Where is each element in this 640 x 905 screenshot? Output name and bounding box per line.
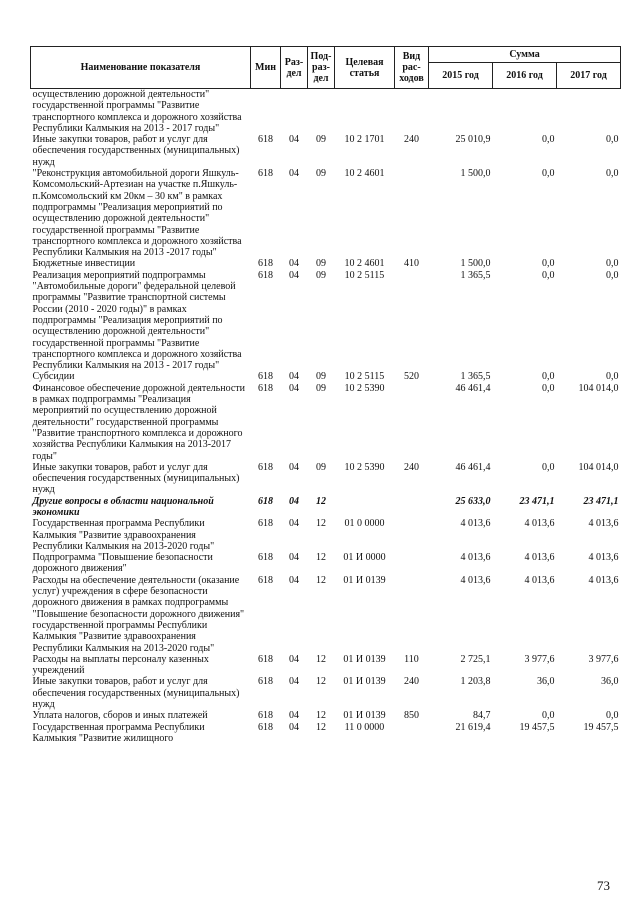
row-sum-2015: 4 013,6 (460, 552, 491, 564)
row-tselevaya-statya: 01 И 0139 (343, 676, 386, 688)
row-razdel: 04 (289, 710, 299, 722)
row-sum-2017: 4 013,6 (588, 574, 619, 586)
row-podrazdel: 09 (316, 461, 326, 473)
row-podrazdel: 12 (316, 518, 326, 530)
row-min: 618 (258, 721, 273, 733)
row-name: Иные закупки товаров, работ и услуг для обеспечения государственных (муниципальных) нужд (32, 134, 240, 168)
row-podrazdel: 12 (316, 653, 326, 665)
row-sum-2015: 1 500,0 (460, 168, 491, 180)
row-name: Субсидии (32, 371, 75, 383)
row-sum-2016: 4 013,6 (524, 518, 555, 530)
row-vid-rashodov: 850 (404, 710, 419, 722)
row-podrazdel: 12 (316, 574, 326, 586)
row-tselevaya-statya: 10 2 5390 (344, 382, 385, 394)
row-min: 618 (258, 461, 273, 473)
row-sum-2017: 3 977,6 (588, 653, 619, 665)
header-vid-rashodov: Вид рас- ходов (395, 47, 429, 89)
row-min: 618 (258, 382, 273, 394)
row-podrazdel: 09 (316, 134, 326, 146)
row-razdel: 04 (289, 269, 299, 281)
header-name: Наименование показателя (31, 47, 251, 89)
row-tselevaya-statya: 10 2 5115 (344, 371, 385, 383)
row-tselevaya-statya: 10 2 5115 (344, 269, 385, 281)
row-sum-2017: 4 013,6 (588, 518, 619, 530)
table-row (31, 383, 621, 462)
row-razdel: 04 (289, 552, 299, 564)
row-razdel: 04 (289, 653, 299, 665)
row-podrazdel: 09 (316, 168, 326, 180)
row-razdel: 04 (289, 461, 299, 473)
row-vid-rashodov: 240 (404, 676, 419, 688)
row-vid-rashodov (395, 383, 429, 462)
row-vid-rashodov (395, 722, 429, 745)
row-sum-2016: 0,0 (542, 168, 555, 180)
row-vid-rashodov: 410 (404, 258, 419, 270)
row-vid-rashodov (395, 270, 429, 372)
row-min: 618 (258, 371, 273, 383)
row-name: Бюджетные инвестиции (32, 258, 136, 270)
row-min: 618 (258, 168, 273, 180)
table-header (31, 47, 621, 89)
row-podrazdel: 12 (316, 495, 326, 507)
row-podrazdel: 09 (316, 258, 326, 270)
row-sum-2016: 0,0 (542, 371, 555, 383)
row-sum-2015: 25 010,9 (455, 134, 491, 146)
table-row (31, 575, 621, 654)
table-row (31, 168, 621, 258)
row-tselevaya-statya: 10 2 4601 (344, 258, 385, 270)
row-min: 618 (258, 574, 273, 586)
row-min (251, 89, 281, 135)
row-tselevaya-statya: 01 И 0139 (343, 710, 386, 722)
row-vid-rashodov (395, 575, 429, 654)
row-sum-2017: 23 471,1 (583, 495, 619, 507)
row-sum-2015 (429, 89, 493, 135)
row-podrazdel: 12 (316, 721, 326, 733)
row-sum-2016: 0,0 (542, 258, 555, 270)
row-sum-2017: 19 457,5 (583, 721, 619, 733)
row-sum-2017: 104 014,0 (578, 461, 619, 473)
row-sum-2015: 46 461,4 (455, 382, 491, 394)
row-vid-rashodov (395, 89, 429, 135)
row-tselevaya-statya: 10 2 1701 (344, 134, 385, 146)
row-razdel: 04 (289, 371, 299, 383)
row-sum-2017: 0,0 (606, 371, 619, 383)
row-sum-2017 (557, 89, 621, 135)
row-sum-2016: 0,0 (542, 134, 555, 146)
row-sum-2016: 0,0 (542, 461, 555, 473)
row-vid-rashodov: 240 (404, 134, 419, 146)
row-min: 618 (258, 518, 273, 530)
row-name: Расходы на обеспечение деятельности (оказание услуг) учреждения в сфере безопасности дорожного движения в рамках подпрограммы "Повышение безопасности дорожного движения" государственной программы Республики Калмыкия "Развитие здравоохранения Республики Калмыкия на 2013-2020 годы" (32, 574, 245, 654)
row-tselevaya-statya: 10 2 5390 (344, 461, 385, 473)
header-min: Мин (251, 47, 281, 89)
row-min: 618 (258, 269, 273, 281)
row-sum-2016: 36,0 (537, 676, 555, 688)
row-tselevaya-statya: 01 И 0000 (343, 552, 386, 564)
row-sum-2017: 104 014,0 (578, 382, 619, 394)
row-name: "Реконструкция автомобильной дороги Яшкуль-Комсомольский-Артезиан на участке п.Яшкуль-п.Комсомольский км 20км – 30 км" в рамках подпрограммы "Реализация мероприятий по осуществлению дорожной деятельности" государственной программы "Развитие транспортного комплекса и дорожного хозяйства Республики Калмыкия на 2013 -2017 годы" (32, 168, 242, 259)
row-sum-2015: 25 633,0 (455, 495, 491, 507)
row-min: 618 (258, 653, 273, 665)
row-min: 618 (258, 495, 273, 507)
row-sum-2016: 0,0 (542, 710, 555, 722)
row-podrazdel: 09 (316, 371, 326, 383)
row-sum-2015: 1 203,8 (460, 676, 491, 688)
row-vid-rashodov (395, 496, 429, 519)
row-razdel: 04 (289, 518, 299, 530)
row-vid-rashodov (395, 518, 429, 552)
table-row (31, 552, 621, 575)
row-sum-2016: 0,0 (542, 382, 555, 394)
row-name: Расходы на выплаты персоналу казенных учреждений (32, 653, 209, 677)
header-2016: 2016 год (493, 63, 557, 89)
row-razdel: 04 (289, 258, 299, 270)
row-sum-2015: 1 365,5 (460, 371, 491, 383)
row-name: осуществлению дорожной деятельности" государственной программы "Развитие транспортного комплекса и дорожного хозяйства Республики Калмыкия на 2013 - 2017 годы" (32, 89, 242, 134)
row-razdel: 04 (289, 382, 299, 394)
row-sum-2015: 1 365,5 (460, 269, 491, 281)
row-sum-2015: 46 461,4 (455, 461, 491, 473)
row-name: Иные закупки товаров, работ и услуг для обеспечения государственных (муниципальных) нужд (32, 676, 240, 711)
row-name: Реализация мероприятий подпрограммы "Автомобильные дороги" федеральной целевой программы "Развитие транспортной системы России (2010 - 2020 годы)" в рамках подпрограммы "Реализация мероприятий по осуществлению дорожной деятельности" государственной программы "Развитие транспортного комплекса и дорожного хозяйства Республики Калмыкия на 2013 - 2017 годы" (32, 269, 242, 372)
row-name: Подпрограмма "Повышение безопасности дорожного движения" (32, 552, 213, 575)
row-sum-2016: 4 013,6 (524, 552, 555, 564)
row-min: 618 (258, 258, 273, 270)
budget-table (30, 46, 621, 744)
row-sum-2015: 1 500,0 (460, 258, 491, 270)
table-row (31, 462, 621, 496)
row-sum-2015: 4 013,6 (460, 518, 491, 530)
row-podrazdel: 12 (316, 676, 326, 688)
header-2015: 2015 год (429, 63, 493, 89)
row-tselevaya-statya: 01 И 0139 (343, 653, 386, 665)
row-sum-2016: 4 013,6 (524, 574, 555, 586)
row-razdel: 04 (289, 495, 299, 507)
table-row (31, 518, 621, 552)
header-summa: Сумма (429, 47, 621, 63)
page-number: 73 (597, 878, 610, 893)
row-vid-rashodov (395, 552, 429, 575)
row-sum-2015: 84,7 (473, 710, 491, 722)
row-sum-2016: 3 977,6 (524, 653, 555, 665)
row-tselevaya-statya: 11 0 0000 (344, 721, 385, 733)
table-row (31, 89, 621, 135)
row-sum-2015: 21 619,4 (455, 721, 491, 733)
row-tselevaya-statya (335, 89, 395, 135)
row-name: Иные закупки товаров, работ и услуг для обеспечения государственных (муниципальных) нужд (32, 461, 240, 496)
row-sum-2017: 36,0 (601, 676, 619, 688)
table-body (31, 89, 621, 745)
header-razdel: Раз- дел (281, 47, 308, 89)
row-sum-2017: 4 013,6 (588, 552, 619, 564)
row-name: Финансовое обеспечение дорожной деятельности в рамках подпрограммы "Реализация мероприятий по осуществлению дорожной деятельности" государственной программы "Развитие транспортного комплекса и дорожного хозяйства Республики Калмыкия на 2013-2017 годы" (32, 382, 245, 462)
row-razdel: 04 (289, 574, 299, 586)
row-podrazdel (308, 89, 335, 135)
row-sum-2017: 0,0 (606, 269, 619, 281)
row-tselevaya-statya: 01 И 0139 (343, 574, 386, 586)
row-min: 618 (258, 552, 273, 564)
row-name: Государственная программа Республики Калмыкия "Развитие жилищного (32, 721, 205, 744)
row-sum-2016 (493, 89, 557, 135)
row-sum-2016: 19 457,5 (519, 721, 555, 733)
row-name: Государственная программа Республики Калмыкия "Развитие здравоохранения Республики Калмыкия на 2013-2020 годы" (32, 518, 215, 552)
row-name: Другие вопросы в области национальной экономики (32, 495, 214, 518)
row-vid-rashodov: 240 (404, 461, 419, 473)
table-row (31, 676, 621, 710)
row-sum-2015: 4 013,6 (460, 574, 491, 586)
table-row (31, 722, 621, 745)
row-tselevaya-statya (335, 496, 395, 519)
row-tselevaya-statya: 10 2 4601 (344, 168, 385, 180)
row-sum-2015: 2 725,1 (460, 653, 491, 665)
table-row (31, 710, 621, 721)
table-row (31, 134, 621, 168)
row-sum-2017: 0,0 (606, 710, 619, 722)
row-podrazdel: 12 (316, 710, 326, 722)
table-row (31, 371, 621, 382)
table-row (31, 496, 621, 519)
row-razdel (281, 89, 308, 135)
row-vid-rashodov (395, 168, 429, 258)
row-razdel: 04 (289, 168, 299, 180)
header-tselevaya-statya: Целевая статья (335, 47, 395, 89)
header-2017: 2017 год (557, 63, 621, 89)
row-sum-2017: 0,0 (606, 168, 619, 180)
header-podrazdel: Под- раз- дел (308, 47, 335, 89)
row-podrazdel: 12 (316, 552, 326, 564)
row-razdel: 04 (289, 721, 299, 733)
row-name: Уплата налогов, сборов и иных платежей (32, 710, 208, 722)
row-min: 618 (258, 134, 273, 146)
row-tselevaya-statya: 01 0 0000 (344, 518, 385, 530)
row-razdel: 04 (289, 134, 299, 146)
row-vid-rashodov: 110 (404, 653, 419, 665)
row-min: 618 (258, 710, 273, 722)
table-row (31, 654, 621, 677)
row-sum-2017: 0,0 (606, 134, 619, 146)
row-razdel: 04 (289, 676, 299, 688)
row-podrazdel: 09 (316, 269, 326, 281)
table-row (31, 270, 621, 372)
row-sum-2016: 23 471,1 (519, 495, 555, 507)
row-podrazdel: 09 (316, 382, 326, 394)
row-vid-rashodov: 520 (404, 371, 419, 383)
row-min: 618 (258, 676, 273, 688)
table-row (31, 258, 621, 269)
row-sum-2016: 0,0 (542, 269, 555, 281)
row-sum-2017: 0,0 (606, 258, 619, 270)
